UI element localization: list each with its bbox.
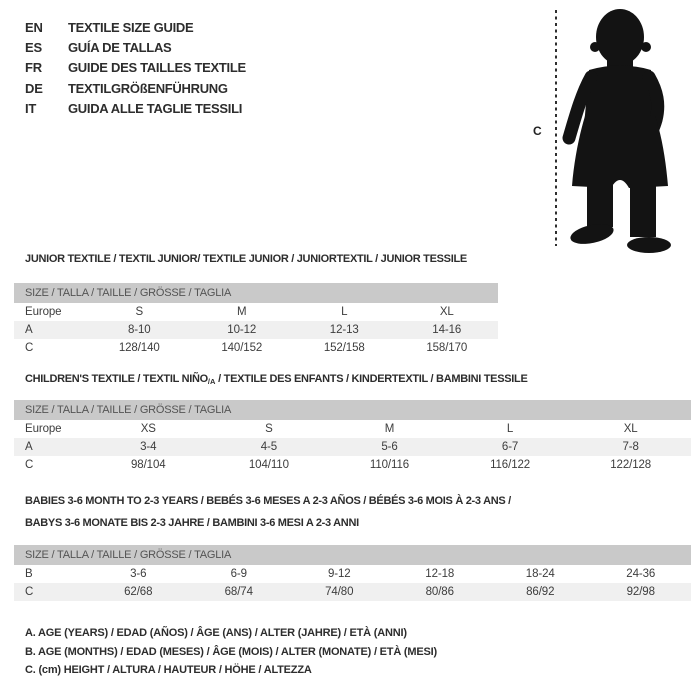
language-title: GUÍA DE TALLAS	[68, 39, 172, 55]
size-cell: 12-13	[329, 324, 359, 336]
language-row	[25, 37, 246, 57]
size-cell: L	[341, 306, 348, 318]
section-title-line: BABYS 3-6 MONATE BIS 2-3 JAHRE / BAMBINI 3-6 MESI A 2-3 ANNI	[25, 517, 359, 529]
babies-size-table	[14, 545, 691, 601]
size-cell: S	[265, 423, 273, 435]
language-code: FR	[25, 60, 42, 76]
row-label: A	[25, 441, 33, 453]
size-cell: 122/128	[610, 459, 652, 471]
size-cell: 86/92	[526, 586, 555, 598]
size-cell: XL	[439, 306, 454, 318]
language-row	[25, 17, 246, 37]
height-measure-label: C	[533, 124, 542, 138]
language-row	[25, 98, 246, 118]
size-header-bar: SIZE / TALLA / TAILLE / GRÖSSE / TAGLIA	[14, 545, 691, 565]
table-row	[14, 438, 691, 456]
size-cell: 6-9	[230, 568, 247, 580]
size-header-bar: SIZE / TALLA / TAILLE / GRÖSSE / TAGLIA	[14, 400, 691, 420]
size-cell: 110/116	[369, 459, 410, 471]
section-title-line: BABIES 3-6 MONTH TO 2-3 YEARS / BEBÉS 3-6 MESES A 2-3 AÑOS / BÉBÉS 3-6 MOIS À 2-3 ANS /	[25, 495, 511, 507]
size-cell: 152/158	[323, 342, 365, 354]
row-label: C	[25, 586, 34, 598]
junior-size-table	[14, 283, 498, 357]
table-row	[14, 456, 691, 474]
size-cell: 74/80	[325, 586, 354, 598]
section-title-junior: JUNIOR TEXTILE / TEXTIL JUNIOR/ TEXTILE JUNIOR / JUNIORTEXTIL / JUNIOR TESSILE	[25, 253, 467, 265]
size-cell: 3-4	[140, 441, 157, 453]
row-label: C	[25, 459, 34, 471]
size-cell: 3-6	[130, 568, 147, 580]
size-cell: 80/86	[425, 586, 454, 598]
row-label: C	[25, 342, 34, 354]
size-cell: 7-8	[622, 441, 639, 453]
size-cell: M	[237, 306, 247, 318]
size-cell: 92/98	[626, 586, 655, 598]
language-code: EN	[25, 19, 43, 35]
section-title-subscript: /A	[207, 377, 216, 386]
size-cell: 24-36	[626, 568, 656, 580]
footnote-age-years: A. AGE (YEARS) / EDAD (AÑOS) / ÂGE (ANS) / ALTER (JAHRE) / ETÀ (ANNI)	[25, 627, 407, 639]
language-title: TEXTILE SIZE GUIDE	[68, 19, 194, 35]
size-cell: XS	[140, 423, 156, 435]
footnote-height: C. (cm) HEIGHT / ALTURA / HAUTEUR / HÖHE / ALTEZZA	[25, 664, 312, 677]
table-row	[14, 321, 498, 339]
language-code: ES	[25, 39, 42, 55]
language-title-list	[25, 17, 246, 118]
baby-silhouette-figure	[556, 4, 700, 256]
language-row	[25, 58, 246, 78]
size-cell: 6-7	[501, 441, 519, 453]
size-cell: 140/152	[221, 342, 263, 354]
section-title-children	[25, 372, 528, 389]
language-title: GUIDA ALLE TAGLIE TESSILI	[68, 100, 243, 116]
language-title: GUIDE DES TAILLES TEXTILE	[68, 60, 246, 76]
size-cell: 104/110	[248, 459, 289, 471]
table-row	[14, 565, 691, 583]
table-row	[14, 583, 691, 601]
footnote-age-months: B. AGE (MONTHS) / EDAD (MESES) / ÂGE (MOIS) / ALTER (MONATE) / ETÀ (MESI)	[25, 645, 437, 658]
size-cell: 14-16	[432, 324, 462, 336]
size-cell: 18-24	[525, 568, 555, 580]
size-cell: XL	[623, 423, 638, 435]
row-label: Europe	[25, 306, 62, 318]
size-cell: 62/68	[124, 586, 153, 598]
size-cell: 10-12	[227, 324, 257, 336]
size-cell: 4-5	[260, 441, 278, 453]
size-cell: 9-12	[327, 568, 351, 580]
row-label: A	[25, 324, 33, 336]
table-row	[14, 339, 498, 357]
size-cell: 68/74	[224, 586, 253, 598]
children-size-table	[14, 400, 691, 474]
language-code: IT	[25, 100, 37, 116]
table-row	[14, 420, 691, 438]
size-cell: 158/170	[426, 342, 468, 354]
section-title-text: / TEXTILE DES ENFANTS / KINDERTEXTIL / BAMBINI TESSILE	[215, 373, 528, 385]
size-cell: 12-18	[425, 568, 455, 580]
language-title: TEXTILGRÖßENFÜHRUNG	[68, 80, 228, 96]
size-cell: 116/122	[490, 459, 531, 471]
table-row	[14, 303, 498, 321]
size-cell: M	[384, 423, 395, 435]
language-row	[25, 78, 246, 98]
size-header-bar: SIZE / TALLA / TAILLE / GRÖSSE / TAGLIA	[14, 283, 498, 303]
language-code: DE	[25, 80, 43, 96]
size-cell: 5-6	[381, 441, 398, 453]
size-cell: 98/104	[131, 459, 166, 471]
section-title-text: CHILDREN'S TEXTILE / TEXTIL NIÑO	[25, 373, 208, 385]
row-label: Europe	[25, 423, 62, 435]
size-cell: 8-10	[127, 324, 151, 336]
row-label: B	[25, 568, 33, 580]
size-cell: S	[135, 306, 144, 318]
size-cell: L	[506, 423, 514, 435]
section-title-babies	[25, 490, 511, 534]
size-cell: 128/140	[118, 342, 160, 354]
legend-footnotes	[25, 624, 437, 680]
